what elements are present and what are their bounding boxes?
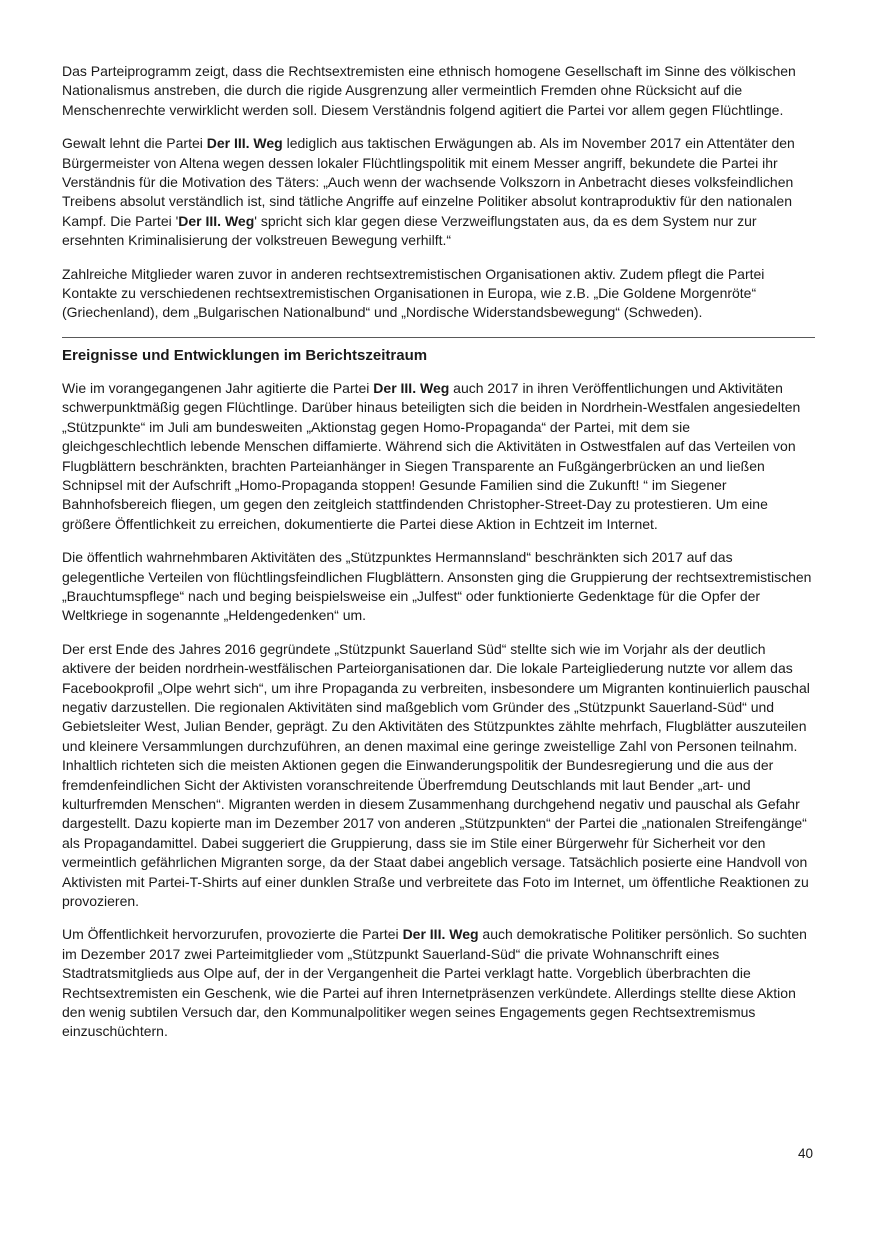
paragraph [62, 925, 815, 1041]
text-segment: Wie im vorangegangenen Jahr agitierte die Partei [62, 379, 374, 396]
paragraph [62, 379, 815, 534]
page-number: 40 [797, 1146, 813, 1161]
text-segment: Zahlreiche Mitglieder waren zuvor in anderen rechtsextremistischen Organisationen aktiv. Zudem pflegt die Partei Kontakte zu verschiedenen rechtsextremistischen Organisationen in Europa, wie z.B. „Die Goldene Morgenröte“ (Griechenland), dem „Bulgarischen Nationalbund“ und „Nordische Widerstandsbewegung“ (Schweden). [62, 265, 765, 321]
text-segment: ' spricht sich klar gegen diese Verzweiflungstaten aus, da es dem System nur zur ersehnten Kriminalisierung der volkstreuen Bewegung verhilft.“ [62, 212, 757, 249]
text-segment: Um Öffentlichkeit hervorzurufen, provozierte die Partei [62, 926, 403, 943]
text-segment: auch demokratische Politiker persönlich. So suchten im Dezember 2017 zwei Parteimitglieder vom „Stützpunkt Sauerland-Süd“ die private Wohnanschrift eines Stadtratsmitglieds aus Olpe auf, der in der Vergangenheit die Partei verklagt hatte. Vorgeblich überbrachten die Rechtsextremisten ein Geschenk, wie die Partei auf ihren Internetpräsenzen verkündete. Allerdings stellte diese Aktion den wenig subtilen Versuch dar, den Kommunalpolitiker wegen seines Engagements gegen Rechtsextremismus einzuschüchtern. [62, 926, 807, 1040]
section-heading: Ereignisse und Entwicklungen im Berichtszeitraum [62, 346, 428, 364]
text-segment: Die öffentlich wahrnehmbaren Aktivitäten des „Stützpunktes Hermannsland“ beschränkten sich 2017 auf das gelegentliche Verteilen von flüchtlingsfeindlichen Flugblättern. Ansonsten ging die Gruppierung der rechtsextremistischen „Brauchtumspflege“ nach und beging beispielsweise ein „Julfest“ oder funktionierte Gedenktage für die Opfer der Weltkriege in sogenannte „Heldengedenken“ um. [62, 549, 812, 624]
emphasized-text: Der III. Weg [178, 212, 255, 229]
paragraph [62, 548, 815, 626]
paragraph [62, 62, 815, 120]
text-segment: auch 2017 in ihren Veröffentlichungen und Aktivitäten schwerpunktmäßig gegen Flüchtlinge. Darüber hinaus beteiligten sich die beiden in Nordrhein-Westfalen angesiedelten „Stützpunkte“ im Juli am bundesweiten „Aktionstag gegen Homo-Propaganda“ der Partei, mit dem sie gleichgeschlechtlich lebende Menschen diffamierte. Während sich die Aktivitäten in Ostwestfalen auf das Verteilen von Flugblättern beschränkten, brachten Parteianhänger in Siegen Transparente an Fußgängerbrücken an und ließen Schnipsel mit der Aufschrift „Homo-Propaganda stoppen! Gesunde Familien sind die Zukunft! “ im Siegener Bahnhofsbereich fliegen, um gegen den zeitgleich stattfindenden Christopher-Street-Day zu protestieren. Um eine größere Öffentlichkeit zu erreichen, dokumentierte die Partei diese Aktion in Echtzeit im Internet. [62, 379, 801, 532]
text-segment: lediglich aus taktischen Erwägungen ab. Als im November 2017 ein Attentäter den Bürgermeister von Altena wegen dessen lokaler Flüchtlingspolitik mit einem Messer angriff, bekundete die Partei ihr Verständnis für die Motivation des Täters: „Auch wenn der wachsende Volkszorn in Anbetracht dieses volksfeindlichen Treibens absolut verständlich ist, sind tätliche Angriffe auf einzelne Politiker absolut kontraproduktiv für den nationalen Kampf. Die Partei ' [62, 135, 795, 229]
paragraph [62, 134, 815, 250]
report-period-section [62, 346, 815, 1042]
intro-section [62, 62, 815, 323]
page-footer [798, 1146, 813, 1162]
emphasized-text: Der III. Weg [373, 379, 450, 396]
text-segment: Das Parteiprogramm zeigt, dass die Rechtsextremisten eine ethnisch homogene Gesellschaft im Sinne des völkischen Nationalismus anstreben, die durch die rigide Ausgrenzung aller vermeintlich Fremden ohne Rücksicht auf die Menschenrechte verwirklicht werden soll. Diesem Verständnis folgend agitiert die Partei vor allem gegen Flüchtlinge. [62, 63, 796, 118]
text-segment: Gewalt lehnt die Partei [62, 135, 207, 152]
paragraph [62, 265, 815, 323]
emphasized-text: Der III. Weg [206, 135, 283, 152]
emphasized-text: Der III. Weg [402, 926, 479, 943]
paragraph [62, 640, 815, 912]
text-segment: Der erst Ende des Jahres 2016 gegründete „Stützpunkt Sauerland Süd“ stellte sich wie im Vorjahr als der deutlich aktivere der beiden nordrhein-westfälischen Parteiorganisationen dar. Die lokale Parteigliederung nutzte vor allem das Facebookprofil „Olpe wehrt sich“, um ihre Propaganda zu verbreiten, insbesondere um Migranten kontinuierlich pauschal negativ darzustellen. Die regionalen Aktivitäten sind maßgeblich vom Gründer des „Stützpunkt Sauerland-Süd“ und Gebietsleiter West, Julian Bender, geprägt. Zu den Aktivitäten des Stützpunktes zählte mehrfach, Flugblätter auszuteilen und kleinere Versammlungen durchzuführen, an denen maximal eine geringe zweistellige Zahl von Personen teilnahm. Inhaltlich richteten sich die meisten Aktionen gegen die Einwanderungspolitik der Bundesregierung und die aus der fremdenfeindlichen Sicht der Aktivisten voranschreitende Überfremdung Deutschlands mit laut Bender „art- und kulturfremden Menschen“. Migranten werden in diesem Zusammenhang durchgehend negativ und pauschal als Gefahr dargestellt. Dazu kopierte man im Dezember 2017 von anderen „Stützpunkten“ der Partei die „nationalen Streifengänge“ als Propagandamittel. Dabei suggeriert die Gruppierung, dass sie im Stile einer Bürgerwehr für Sicherheit vor den vermeintlich gefährlichen Migranten sorge, da der Staat dabei angeblich versage. Tatsächlich posierte eine Handvoll von Aktivisten mit Partei-T-Shirts auf einer dunklen Straße und verbreitete das Foto im Internet, um öffentliche Reaktionen zu provozieren. [62, 640, 810, 910]
section-divider [62, 337, 815, 338]
